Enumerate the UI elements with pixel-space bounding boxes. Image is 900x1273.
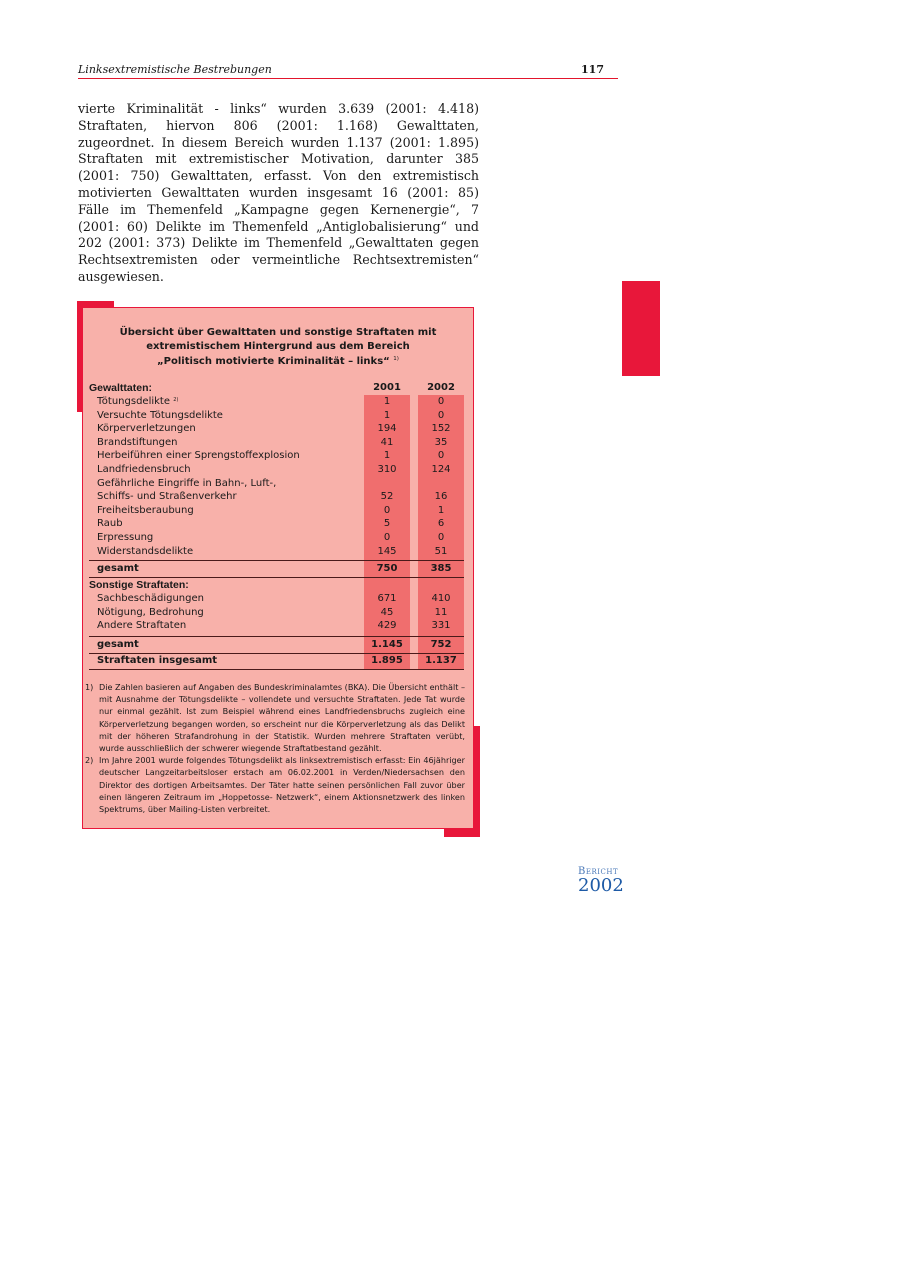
footnotes (85, 681, 465, 815)
violent-offence-value-2001: 1 (383, 409, 391, 421)
violent-offence-value-2002: 16 (434, 491, 448, 503)
decorative-side-bar (622, 281, 660, 376)
violent-offence-value-2002: 152 (431, 423, 451, 435)
violent-offence-label-text: Schiffs- und Straßenverkehr (97, 491, 237, 503)
violent-offence-row (83, 478, 473, 492)
violent-offence-value-2002: 0 (437, 396, 445, 407)
other-offence-row (83, 593, 473, 607)
violent-offence-value-2002: 0 (437, 532, 445, 543)
other-total-label: gesamt (97, 639, 139, 650)
violent-total-2002: 385 (430, 563, 452, 574)
other-offence-value-2002: 410 (431, 593, 451, 604)
rule-other-total (89, 636, 464, 637)
other-total-row (83, 639, 473, 653)
violent-offence-label-text: Brandstiftungen (97, 436, 178, 448)
violent-total-label: gesamt (97, 563, 139, 574)
violent-offence-value-2001: 145 (377, 545, 397, 557)
running-header (78, 62, 618, 79)
violent-offence-label-text: Landfriedensbruch (97, 464, 191, 475)
bericht-logo (578, 866, 638, 895)
box-title-line-1: Übersicht über Gewalttaten und sonstige Straftaten mit (119, 327, 437, 338)
other-offence-value-2001: 671 (377, 593, 397, 604)
violent-offence-label-text: Körperverletzungen (97, 423, 196, 435)
other-offence-label (97, 620, 186, 631)
violent-offence-row (83, 491, 473, 505)
violent-offence-label (97, 491, 237, 502)
violent-offence-row (83, 464, 473, 478)
footnote-1-number: 1) (85, 682, 94, 692)
violent-offence-label-text: Widerstandsdelikte (97, 545, 194, 557)
rule-grand-total (89, 653, 464, 654)
column-header-2002: 2002 (427, 382, 455, 393)
box-title-line-3 (83, 353, 473, 369)
violent-offence-row (83, 450, 473, 464)
section-heading-other: Sonstige Straftaten: (89, 579, 189, 591)
violent-offence-value-2002: 51 (434, 545, 448, 557)
other-offence-label-text: Andere Straftaten (97, 620, 187, 632)
other-offence-row (83, 607, 473, 621)
bericht-logo-year: 2002 (578, 875, 624, 896)
other-total-2002: 752 (430, 639, 452, 650)
header-title: Linksextremistische Bestrebungen (78, 63, 272, 76)
body-paragraph: vierte Kriminalität - links“ wurden 3.639 (2001: 4.418) Straftaten, hiervon 806 (2001: 1.168) Gewalttaten, zugeordnet. In diesem Bereich wurden 1.137 (2001: 1.895) Straftaten mit extremistischer Motivation, darunter 385 (2001: 750) Gewalttaten, erfasst. Von den extremistisch motivierten Gewalttaten wurden insgesamt 16 (2001: 85) Fälle im Themenfeld „Kampagne gegen Kernenergie“, 7 (2001: 60) Delikte im Themenfeld „Antiglobalisierung“ und 202 (2001: 373) Delikte im Themenfeld „Gewalttaten gegen Rechtsextremisten oder vermeintliche Rechtsextremisten“ ausgewiesen. (78, 101, 479, 284)
violent-offence-row (83, 546, 473, 560)
violent-offence-label (97, 518, 123, 529)
violent-offence-row (83, 505, 473, 519)
violent-offence-value-2001: 0 (383, 532, 391, 543)
footnote-2 (85, 754, 465, 815)
rule-bottom (89, 669, 464, 670)
violent-offence-label-text: Raub (97, 518, 123, 530)
violent-offence-label-text: Herbeiführen einer Sprengstoffexplosion (97, 450, 300, 462)
violent-offence-footnote-ref: 2) (173, 397, 179, 403)
other-offence-label-text: Nötigung, Bedrohung (97, 606, 204, 618)
violent-offence-value-2001: 1 (383, 396, 391, 407)
statistics-box (82, 307, 474, 829)
other-offence-value-2001: 429 (377, 620, 397, 632)
violent-offence-value-2002: 35 (434, 436, 448, 448)
violent-offence-label (97, 478, 276, 489)
violent-offence-label-text: Gefährliche Eingriffe in Bahn-, Luft-, (97, 477, 277, 489)
grand-total-2002: 1.137 (425, 655, 457, 666)
violent-offence-value-2001: 194 (377, 423, 397, 435)
violent-offence-label (97, 464, 191, 475)
violent-offence-row (83, 423, 473, 437)
violent-offence-label (97, 546, 193, 557)
violent-offence-label (97, 505, 194, 516)
violent-offence-value-2001: 0 (383, 504, 391, 516)
rule-violent-total (89, 560, 464, 561)
violent-offence-label (97, 437, 177, 448)
violent-offence-value-2002: 1 (437, 504, 445, 516)
bericht-logo-word: Bericht (578, 866, 619, 877)
violent-total-row (83, 563, 473, 577)
violent-total-2001: 750 (376, 563, 398, 574)
violent-offence-value-2001: 5 (383, 518, 391, 530)
other-offence-value-2001: 45 (380, 606, 394, 618)
box-title (83, 326, 473, 369)
violent-offence-value-2002: 6 (437, 518, 445, 530)
violent-offence-label-text: Tötungsdelikte (97, 396, 170, 407)
violent-offence-label (97, 396, 178, 407)
box-title-line-3-text: „Politisch motivierte Kriminalität – links“ (157, 356, 390, 367)
footnote-1-text: Die Zahlen basieren auf Angaben des Bundeskriminalamtes (BKA). Die Übersicht enthält – mit Ausnahme der Tötungsdelikte – vollendete und versuchte Straftaten. Jede Tat wurde nur einmal gezählt. Ist zum Beispiel während eines Landfriedensbruchs zugleich eine Körperverletzung begangen worden, so erscheint nur die Körperverletzung als das Delikt mit der höheren Strafandrohung in der Statistik. Wurden mehrere Straftaten verübt, wurde ausschließlich der schwerer wiegende Straftatbestand gezählt. (99, 682, 465, 754)
other-total-2001: 1.145 (371, 639, 403, 650)
footnote-2-number: 2) (85, 755, 94, 766)
page-number: 117 (581, 63, 604, 76)
violent-offence-value-2002: 0 (437, 450, 445, 462)
rule-after-violent-total (89, 577, 464, 578)
violent-offence-row (83, 396, 473, 410)
other-offence-label-text: Sachbeschädigungen (97, 593, 204, 604)
footnote-2-text: Im Jahre 2001 wurde folgendes Tötungsdelikt als linksextremistisch erfasst: Ein 46jähriger deutscher Langzeitarbeitsloser erstach am 06.02.2001 in Verden/Niedersachsen den Direktor des dortigen Arbeitsamtes. Der Täter hatte seinen persönlichen Fall zuvor über einen längeren Zeitraum im „Hoppetosse- Netzwerk“, einem Aktionsnetzwerk des linken Spektrums, über Mailing-Listen verbreitet. (99, 755, 465, 815)
violent-offence-row (83, 410, 473, 424)
other-offence-value-2002: 331 (431, 620, 451, 632)
violent-offence-value-2001: 52 (380, 491, 394, 503)
violent-offence-value-2001: 1 (383, 450, 391, 462)
violent-offence-label (97, 532, 153, 543)
other-offence-value-2002: 11 (434, 606, 448, 618)
box-title-footnote-ref: 1) (393, 356, 399, 362)
box-title-line-2: extremistischem Hintergrund aus dem Bereich (146, 340, 410, 352)
violent-offence-label (97, 423, 196, 434)
violent-offence-label-text: Versuchte Tötungsdelikte (97, 409, 223, 421)
grand-total-2001: 1.895 (371, 655, 403, 666)
section-heading-violent: Gewalttaten: (89, 382, 153, 394)
grand-total-row (83, 655, 473, 669)
violent-offence-row (83, 532, 473, 546)
violent-offence-row (83, 518, 473, 532)
violent-offence-value-2001: 41 (380, 436, 394, 448)
violent-offence-value-2002: 0 (437, 409, 445, 421)
violent-offence-value-2001: 310 (377, 464, 397, 475)
grand-total-label: Straftaten insgesamt (97, 655, 218, 666)
violent-offence-label (97, 450, 300, 461)
violent-offence-label-text: Freiheitsberaubung (97, 504, 194, 516)
violent-offence-label-text: Erpressung (97, 532, 154, 543)
other-offence-label (97, 607, 204, 618)
violent-offence-value-2002: 124 (431, 464, 451, 475)
other-offence-row (83, 620, 473, 634)
column-header-2001: 2001 (373, 382, 401, 393)
other-offence-label (97, 593, 204, 604)
violent-offence-row (83, 437, 473, 451)
footnote-1 (85, 681, 465, 754)
violent-offence-label (97, 410, 223, 421)
